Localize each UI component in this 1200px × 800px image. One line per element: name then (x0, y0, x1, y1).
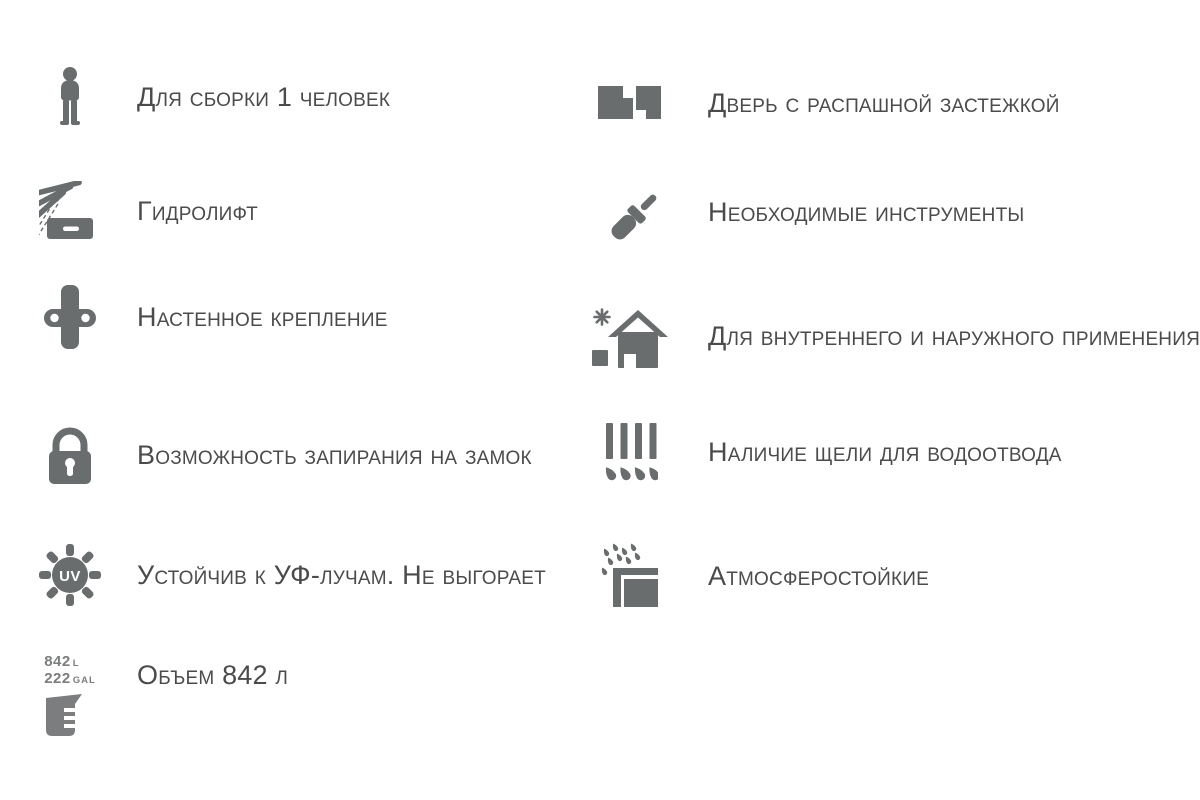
feature-label: Гидролифт (137, 195, 258, 226)
lock-icon (25, 424, 115, 486)
feature-label: Устойчив к УФ-лучам. Не выгорает (137, 559, 546, 590)
feature-row-uv (25, 542, 546, 608)
hydrolift-icon (25, 181, 115, 241)
volume-gallons-text: 222 GAL (44, 670, 96, 687)
screwdriver-icon (585, 182, 675, 242)
feature-row-wall-mount (25, 284, 388, 350)
volume-liters-text: 842 L (44, 653, 80, 670)
feature-row-indoor-outdoor (585, 300, 1200, 372)
feature-label: Возможность запирания на замок (137, 439, 532, 470)
snowflake-glyph (595, 310, 610, 325)
feature-label: Для внутреннего и наружного применения (708, 320, 1200, 351)
beaker-glyph (44, 690, 84, 738)
house-icon (585, 304, 675, 368)
person-icon (25, 66, 115, 128)
feature-row-drainage (585, 419, 1062, 485)
feature-row-assembly (25, 64, 390, 130)
feature-row-hydrolift (25, 178, 258, 244)
feature-row-weather (585, 540, 929, 612)
drainage-icon (585, 421, 675, 483)
uv-icon-text: UV (59, 568, 81, 585)
feature-row-lock (25, 422, 532, 488)
feature-label: Дверь с распашной застежкой (708, 87, 1060, 118)
feature-row-door (585, 70, 1060, 136)
uv-icon (25, 543, 115, 607)
feature-row-volume (25, 650, 288, 742)
rain-box-icon (585, 543, 675, 609)
feature-label: Объем 842 л (137, 659, 289, 690)
droplets-glyph (602, 465, 658, 482)
feature-label: Настенное крепление (137, 301, 388, 332)
feature-label: Необходимые инструменты (708, 196, 1025, 227)
feature-label: Наличие щели для водоотвода (708, 436, 1062, 467)
feature-row-tools (585, 179, 1024, 245)
wall-mount-icon (25, 285, 115, 349)
volume-icon (25, 654, 115, 738)
feature-label: Для сборки 1 человек (137, 81, 391, 112)
door-latch-icon (585, 86, 675, 120)
feature-label: Атмосферостойкие (708, 560, 929, 591)
